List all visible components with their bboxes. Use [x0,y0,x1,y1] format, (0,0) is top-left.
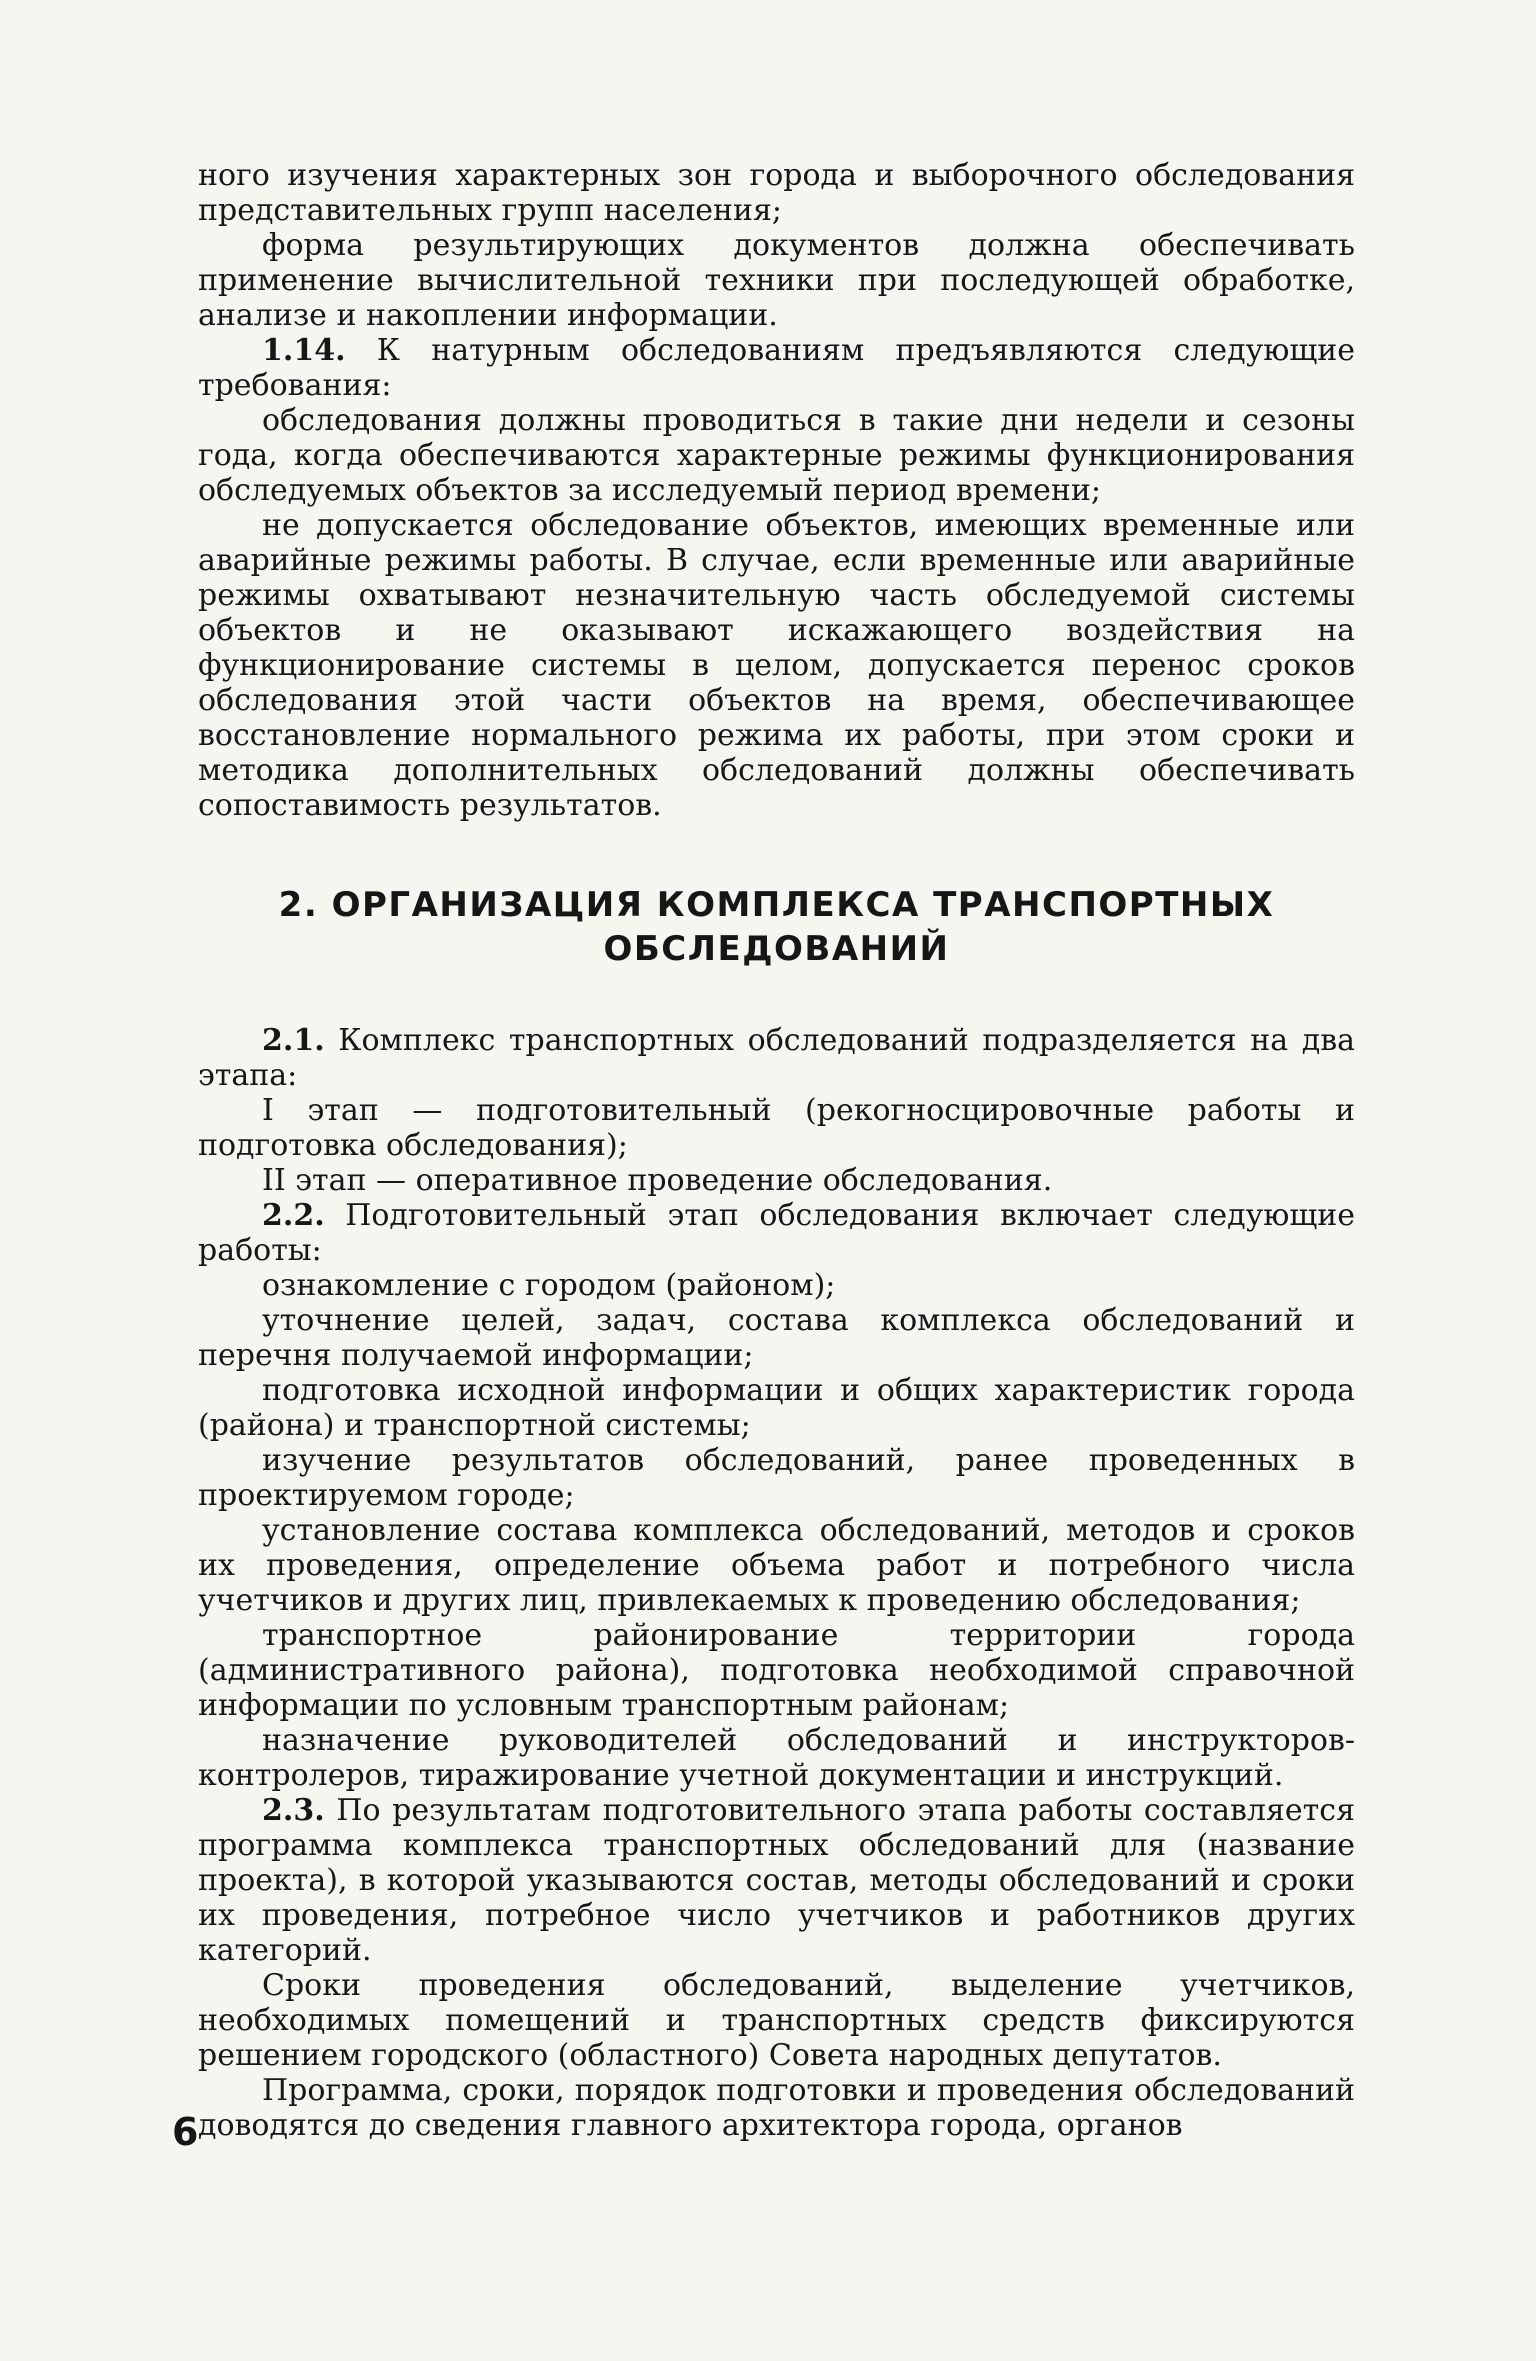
clause-2-2 [198,1198,1355,1268]
list-item: транспортное районирование территории города (административного района), подготовка необходимой справочной информации по условным транспортным районам; [198,1618,1355,1723]
clause-2-3 [198,1793,1355,1968]
page-number: 6 [172,2110,199,2154]
clause-text: Комплекс транспортных обследований подразделяется на два этапа: [198,1023,1355,1093]
clause-1-14 [198,333,1355,403]
section-heading-line: ОБСЛЕДОВАНИЙ [603,929,950,969]
clause-number: 2.1. [262,1023,325,1058]
list-item: назначение руководителей обследований и инструкторов-контролеров, тиражирование учетной документации и инструкций. [198,1723,1355,1793]
clause-number: 2.3. [262,1793,325,1828]
clause-text: К натурным обследованиям предъявляются следующие требования: [198,333,1355,403]
list-item: изучение результатов обследований, ранее проведенных в проектируемом городе; [198,1443,1355,1513]
section-heading [198,883,1355,971]
list-item: ознакомление с городом (районом); [262,1268,836,1303]
list-item: не допускается обследование объектов, имеющих временные или аварийные режимы работы. В случае, если временные или аварийные режимы охватывают незначительную часть обследуемой системы объектов и не оказывают искажающего воздействия на функционирование системы в целом, допускается перенос сроков обследования этой части объектов на время, обеспечивающее восстановление нормального режима их работы, при этом сроки и методика дополнительных обследований должны обеспечивать сопоставимость результатов. [198,508,1355,823]
list-item: уточнение целей, задач, состава комплекса обследований и перечня получаемой информации; [198,1303,1355,1373]
section-heading-line: 2. ОРГАНИЗАЦИЯ КОМПЛЕКСА ТРАНСПОРТНЫХ [278,885,1275,925]
list-item: подготовка исходной информации и общих характеристик города (района) и транспортной системы; [198,1373,1355,1443]
list-item: установление состава комплекса обследований, методов и сроков их проведения, определение объема работ и потребного числа учетчиков и других лиц, привлекаемых к проведению обследования; [198,1513,1355,1618]
list-item: обследования должны проводиться в такие дни недели и сезоны года, когда обеспечиваются характерные режимы функционирования обследуемых объектов за исследуемый период времени; [198,403,1355,508]
paragraph-final: Программа, сроки, порядок подготовки и проведения обследований доводятся до сведения главного архитектора города, органов [198,2073,1355,2143]
paragraph: Сроки проведения обследований, выделение учетчиков, необходимых помещений и транспортных средств фиксируются решением городского (областного) Совета народных депутатов. [198,1968,1355,2073]
clause-text: По результатам подготовительного этапа работы составляется программа комплекса транспортных обследований для (название проекта), в которой указываются состав, методы обследований и сроки их проведения, потребное число учетчиков и работников других категорий. [198,1793,1355,1968]
clause-text: Подготовительный этап обследования включает следующие работы: [198,1198,1355,1268]
clause-number: 1.14. [262,333,346,368]
clause-number: 2.2. [262,1198,325,1233]
paragraph-continuation: ного изучения характерных зон города и выборочного обследования представительных групп населения; [198,158,1355,228]
text-column [198,158,1355,2143]
list-item: II этап — оперативное проведение обследования. [262,1163,1053,1198]
list-item: I этап — подготовительный (рекогносцировочные работы и подготовка обследования); [198,1093,1355,1163]
clause-2-1 [198,1023,1355,1093]
paragraph-result-docs: форма результирующих документов должна обеспечивать применение вычислительной техники при последующей обработке, анализе и накоплении информации. [198,228,1355,333]
